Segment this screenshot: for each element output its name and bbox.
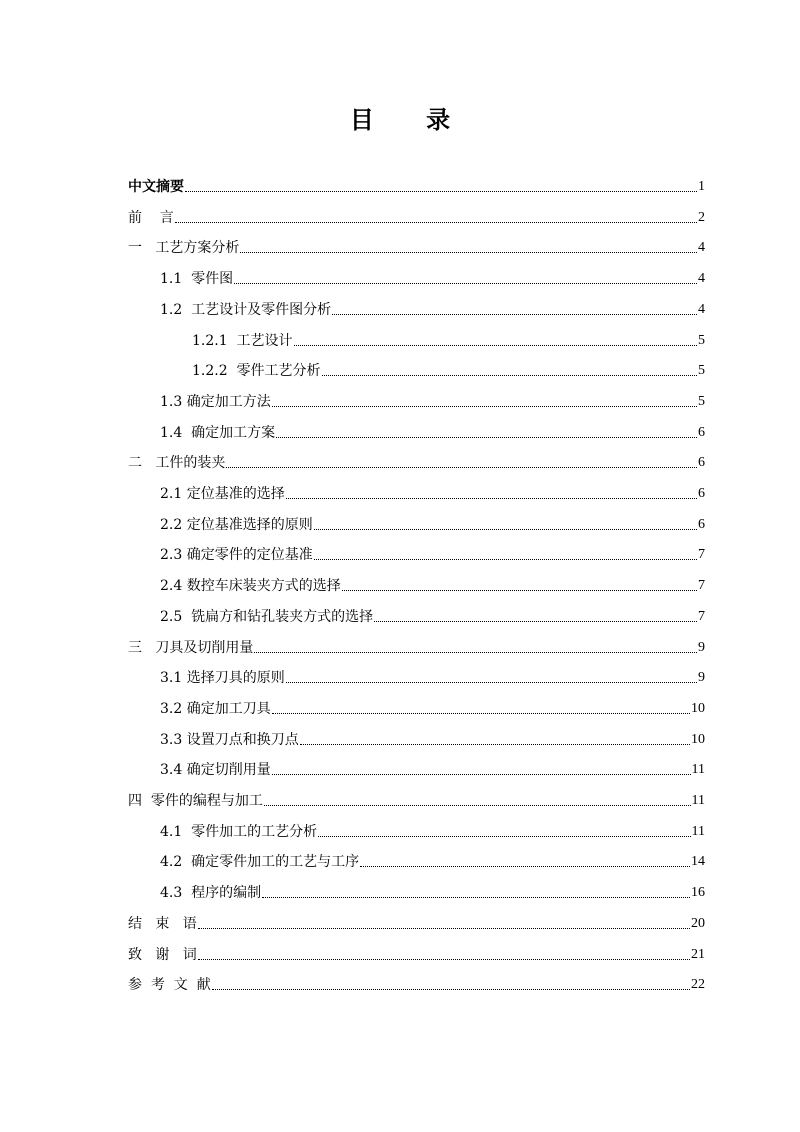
toc-entry-label: 中文摘要 xyxy=(128,179,184,195)
toc-entry[interactable] xyxy=(160,571,705,595)
toc-dot-leader xyxy=(294,345,697,346)
toc-entry-label: 参 考 文 献 xyxy=(128,977,211,993)
toc-dot-leader xyxy=(314,559,697,560)
toc-entry-page-number: 2 xyxy=(698,210,705,225)
toc-entry-label: 4.1 零件加工的工艺分析 xyxy=(160,824,318,840)
toc-entry[interactable] xyxy=(160,418,705,442)
toc-entry-page-number: 1 xyxy=(698,179,705,194)
toc-dot-leader xyxy=(272,713,690,714)
toc-entry[interactable] xyxy=(160,510,705,534)
toc-entry-label: 4.3 程序的编制 xyxy=(160,885,262,901)
toc-dot-leader xyxy=(212,989,690,990)
toc-entry-page-number: 10 xyxy=(691,701,705,716)
toc-entry-page-number: 5 xyxy=(698,394,705,409)
toc-entry[interactable] xyxy=(160,663,705,687)
toc-entry-label: 3.2 确定加工刀具 xyxy=(160,701,271,717)
toc-entry-label: 3.1 选择刀具的原则 xyxy=(160,670,285,686)
toc-dot-leader xyxy=(314,529,697,530)
toc-entry[interactable] xyxy=(128,633,705,657)
toc-entry[interactable] xyxy=(160,295,705,319)
toc-entry-page-number: 14 xyxy=(691,854,705,869)
toc-entry-page-number: 9 xyxy=(698,670,705,685)
toc-dot-leader xyxy=(272,774,691,775)
toc-dot-leader xyxy=(240,252,697,253)
toc-entry[interactable] xyxy=(128,940,705,964)
toc-entry-page-number: 6 xyxy=(698,455,705,470)
toc-entry-label: 1.1 零件图 xyxy=(160,271,234,287)
toc-dot-leader xyxy=(360,866,690,867)
toc-entry-label: 2.3 确定零件的定位基准 xyxy=(160,547,313,563)
toc-entry-label: 1.4 确定加工方案 xyxy=(160,425,276,441)
toc-entry-label: 二 工件的装夹 xyxy=(128,455,226,471)
toc-entry[interactable] xyxy=(160,755,705,779)
toc-entry-page-number: 20 xyxy=(691,916,705,931)
toc-dot-leader xyxy=(322,375,697,376)
toc-entry-label: 前 言 xyxy=(128,210,174,226)
toc-entry[interactable] xyxy=(128,909,705,933)
toc-entry-label: 1.3 确定加工方法 xyxy=(160,394,271,410)
toc-entry-page-number: 21 xyxy=(691,947,705,962)
toc-entry-page-number: 22 xyxy=(691,977,705,992)
toc-dot-leader xyxy=(332,314,697,315)
toc-dot-leader xyxy=(226,467,697,468)
toc-entry-page-number: 11 xyxy=(691,762,705,777)
toc-dot-leader xyxy=(300,744,690,745)
toc-entry-page-number: 11 xyxy=(691,793,705,808)
toc-dot-leader xyxy=(318,836,690,837)
toc-dot-leader xyxy=(198,928,690,929)
toc-entry-label: 三 刀具及切削用量 xyxy=(128,640,254,656)
toc-entry-label: 3.4 确定切削用量 xyxy=(160,762,271,778)
toc-entry[interactable] xyxy=(160,540,705,564)
toc-entry-label: 3.3 设置刀点和换刀点 xyxy=(160,732,299,748)
toc-entry[interactable] xyxy=(160,694,705,718)
toc-entry[interactable] xyxy=(160,847,705,871)
toc-dot-leader xyxy=(286,498,697,499)
toc-entry[interactable] xyxy=(128,203,705,227)
toc-entry-label: 1.2.1 工艺设计 xyxy=(192,333,293,349)
toc-entry-label: 4.2 确定零件加工的工艺与工序 xyxy=(160,854,360,870)
toc-entry-label: 1.2 工艺设计及零件图分析 xyxy=(160,302,332,318)
toc-entry-label: 致 谢 词 xyxy=(128,947,197,963)
toc-entry[interactable] xyxy=(128,786,705,810)
toc-entry-page-number: 6 xyxy=(698,486,705,501)
toc-dot-leader xyxy=(286,682,697,683)
toc-entry-label: 2.1 定位基准的选择 xyxy=(160,486,285,502)
toc-dot-leader xyxy=(342,590,697,591)
toc-dot-leader xyxy=(262,897,690,898)
toc-entry[interactable] xyxy=(160,479,705,503)
toc-entry-label: 2.2 定位基准选择的原则 xyxy=(160,517,313,533)
toc-entry-page-number: 16 xyxy=(691,885,705,900)
toc-entry-label: 2.5 铣扁方和钻孔装夹方式的选择 xyxy=(160,609,374,625)
toc-dot-leader xyxy=(374,621,697,622)
toc-dot-leader xyxy=(272,406,697,407)
toc-dot-leader xyxy=(175,222,697,223)
toc-entry-page-number: 5 xyxy=(698,333,705,348)
toc-entry[interactable] xyxy=(160,264,705,288)
toc-entry-page-number: 4 xyxy=(698,240,705,255)
toc-entry-label: 四 零件的编程与加工 xyxy=(128,793,263,809)
toc-entry[interactable] xyxy=(160,878,705,902)
toc-dot-leader xyxy=(234,283,697,284)
toc-entry[interactable] xyxy=(160,602,705,626)
toc-entry-label: 结 束 语 xyxy=(128,916,197,932)
page-title: 目 录 xyxy=(349,106,473,134)
toc-entry[interactable] xyxy=(128,233,705,257)
toc-entry-page-number: 5 xyxy=(698,363,705,378)
toc-entry[interactable] xyxy=(192,326,705,350)
toc-entry-page-number: 7 xyxy=(698,547,705,562)
toc-entry-page-number: 7 xyxy=(698,609,705,624)
toc-entry[interactable] xyxy=(128,172,705,196)
toc-entry[interactable] xyxy=(128,970,705,994)
toc-entry[interactable] xyxy=(192,356,705,380)
toc-dot-leader xyxy=(276,437,697,438)
toc-entry-label: 2.4 数控车床装夹方式的选择 xyxy=(160,578,341,594)
toc-entry[interactable] xyxy=(160,387,705,411)
toc-entry-page-number: 4 xyxy=(698,271,705,286)
toc-entry[interactable] xyxy=(160,817,705,841)
toc-entry-page-number: 11 xyxy=(691,824,705,839)
toc-entry-page-number: 9 xyxy=(698,640,705,655)
toc-entry-page-number: 7 xyxy=(698,578,705,593)
toc-dot-leader xyxy=(264,805,691,806)
toc-entry-page-number: 4 xyxy=(698,302,705,317)
toc-entry-page-number: 10 xyxy=(691,732,705,747)
toc-entry-label: 一 工艺方案分析 xyxy=(128,240,240,256)
toc-entry-label: 1.2.2 零件工艺分析 xyxy=(192,363,321,379)
toc-entry[interactable] xyxy=(128,448,705,472)
toc-dot-leader xyxy=(198,959,690,960)
toc-entry-page-number: 6 xyxy=(698,517,705,532)
toc-dot-leader xyxy=(185,191,697,192)
toc-dot-leader xyxy=(254,652,697,653)
toc-entry-page-number: 6 xyxy=(698,425,705,440)
toc-entry[interactable] xyxy=(160,725,705,749)
